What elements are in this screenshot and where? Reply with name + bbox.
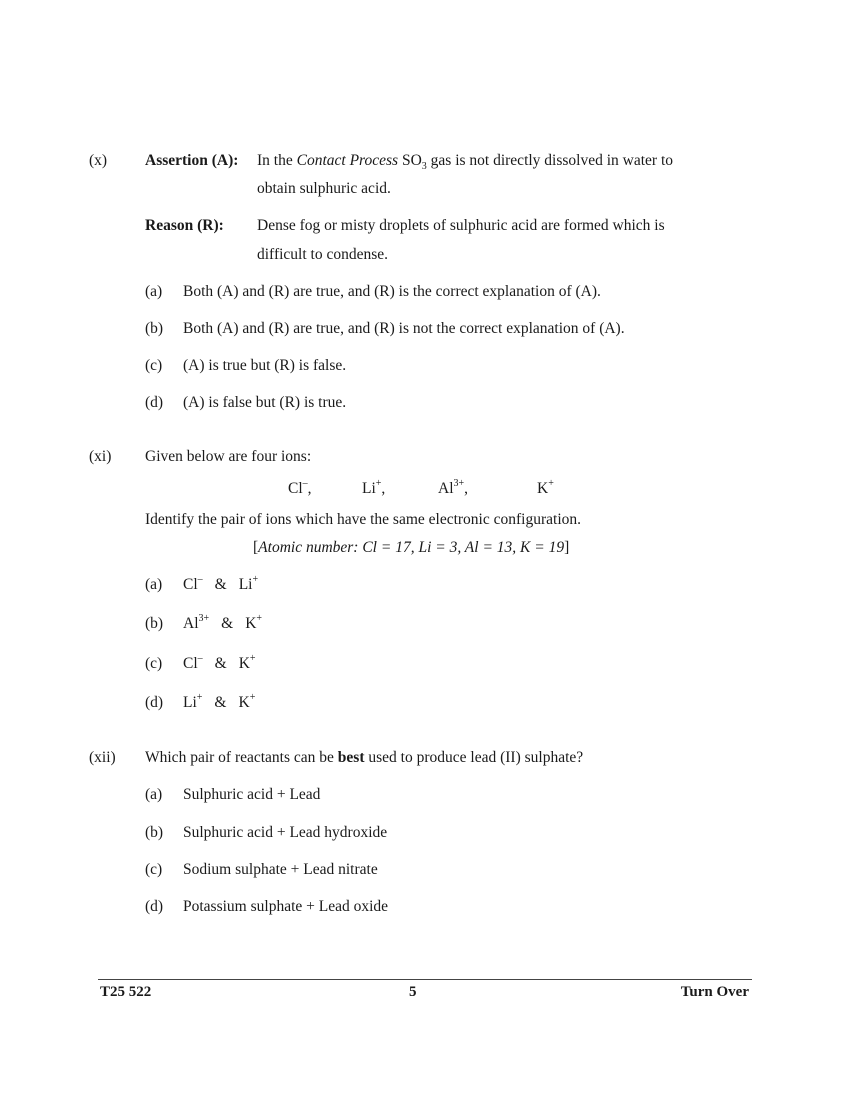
question-number-xii: (xii) [89, 749, 116, 766]
q12-option-b-label: (b) [145, 824, 164, 841]
atomic-numbers: [Atomic number: Cl = 17, Li = 3, Al = 13, K = 19] [253, 539, 570, 556]
q12-option-c-text: Sodium sulphate + Lead nitrate [183, 861, 378, 878]
footer-divider [98, 979, 752, 980]
q11-option-b-text: $Al^{3+}$ & K+ [183, 612, 263, 632]
q11-intro: Given below are four ions: [145, 448, 312, 465]
q11-option-a-label: (a) [145, 576, 163, 593]
assertion-text [257, 152, 674, 173]
q11-option-d-label: (d) [145, 694, 164, 711]
q12-option-d-text: Potassium sulphate + Lead oxide [183, 898, 389, 915]
q10-option-d-text: (A) is false but (R) is true. [183, 394, 347, 411]
q12-option-a-label: (a) [145, 786, 163, 803]
ion-chloride: Cl–, [288, 477, 312, 497]
question-number-x: (x) [89, 152, 108, 169]
q12-question: Which pair of reactants can be best used to produce lead (II) sulphate? [145, 749, 584, 766]
ion-lithium: Li+, [362, 477, 386, 497]
q11-option-d-text: Li+ & K+ [183, 691, 256, 711]
q11-option-a-text: Cl– & Li+ [183, 573, 259, 593]
q10-option-a-label: (a) [145, 283, 163, 300]
q10-option-c-text: (A) is true but (R) is false. [183, 357, 347, 374]
question-number-xi: (xi) [89, 448, 112, 465]
assertion-label: Assertion (A): [145, 152, 239, 169]
q10-option-a-text: Both (A) and (R) are true, and (R) is the correct explanation of (A). [183, 283, 601, 300]
paper-code: T25 522 [100, 984, 152, 1000]
turn-over: Turn Over [680, 984, 749, 1000]
q11-option-b-label: (b) [145, 615, 164, 632]
q12-option-a-text: Sulphuric acid + Lead [183, 786, 321, 803]
q10-option-b-label: (b) [145, 320, 164, 337]
q11-option-c-label: (c) [145, 655, 163, 672]
reason-line1: Dense fog or misty droplets of sulphuric acid are formed which is [257, 217, 665, 234]
q10-option-c-label: (c) [145, 357, 163, 374]
q10-option-d-label: (d) [145, 394, 164, 411]
reason-label: Reason (R): [145, 217, 224, 234]
reason-line2: difficult to condense. [257, 246, 389, 263]
q12-option-d-label: (d) [145, 898, 164, 915]
q11-question: Identify the pair of ions which have the same electronic configuration. [145, 511, 581, 528]
ion-potassium: K+ [537, 477, 554, 497]
assertion-post: gas is not directly dissolved in water to [430, 152, 674, 169]
q10-option-b-text: Both (A) and (R) are true, and (R) is not the correct explanation of (A). [183, 320, 625, 337]
assertion-so: SO [401, 152, 422, 169]
q12-option-b-text: Sulphuric acid + Lead hydroxide [183, 824, 388, 841]
assertion-italic: Contact Process [296, 152, 399, 169]
assertion-pre: In the [257, 152, 293, 169]
q11-option-c-text: Cl– & K+ [183, 652, 256, 672]
assertion-subscript: 3 [421, 161, 427, 173]
page-number: 5 [409, 984, 417, 1000]
q12-option-c-label: (c) [145, 861, 163, 878]
ion-aluminium: $Al^{3+}$, [438, 477, 469, 497]
assertion-line2: obtain sulphuric acid. [257, 180, 391, 197]
